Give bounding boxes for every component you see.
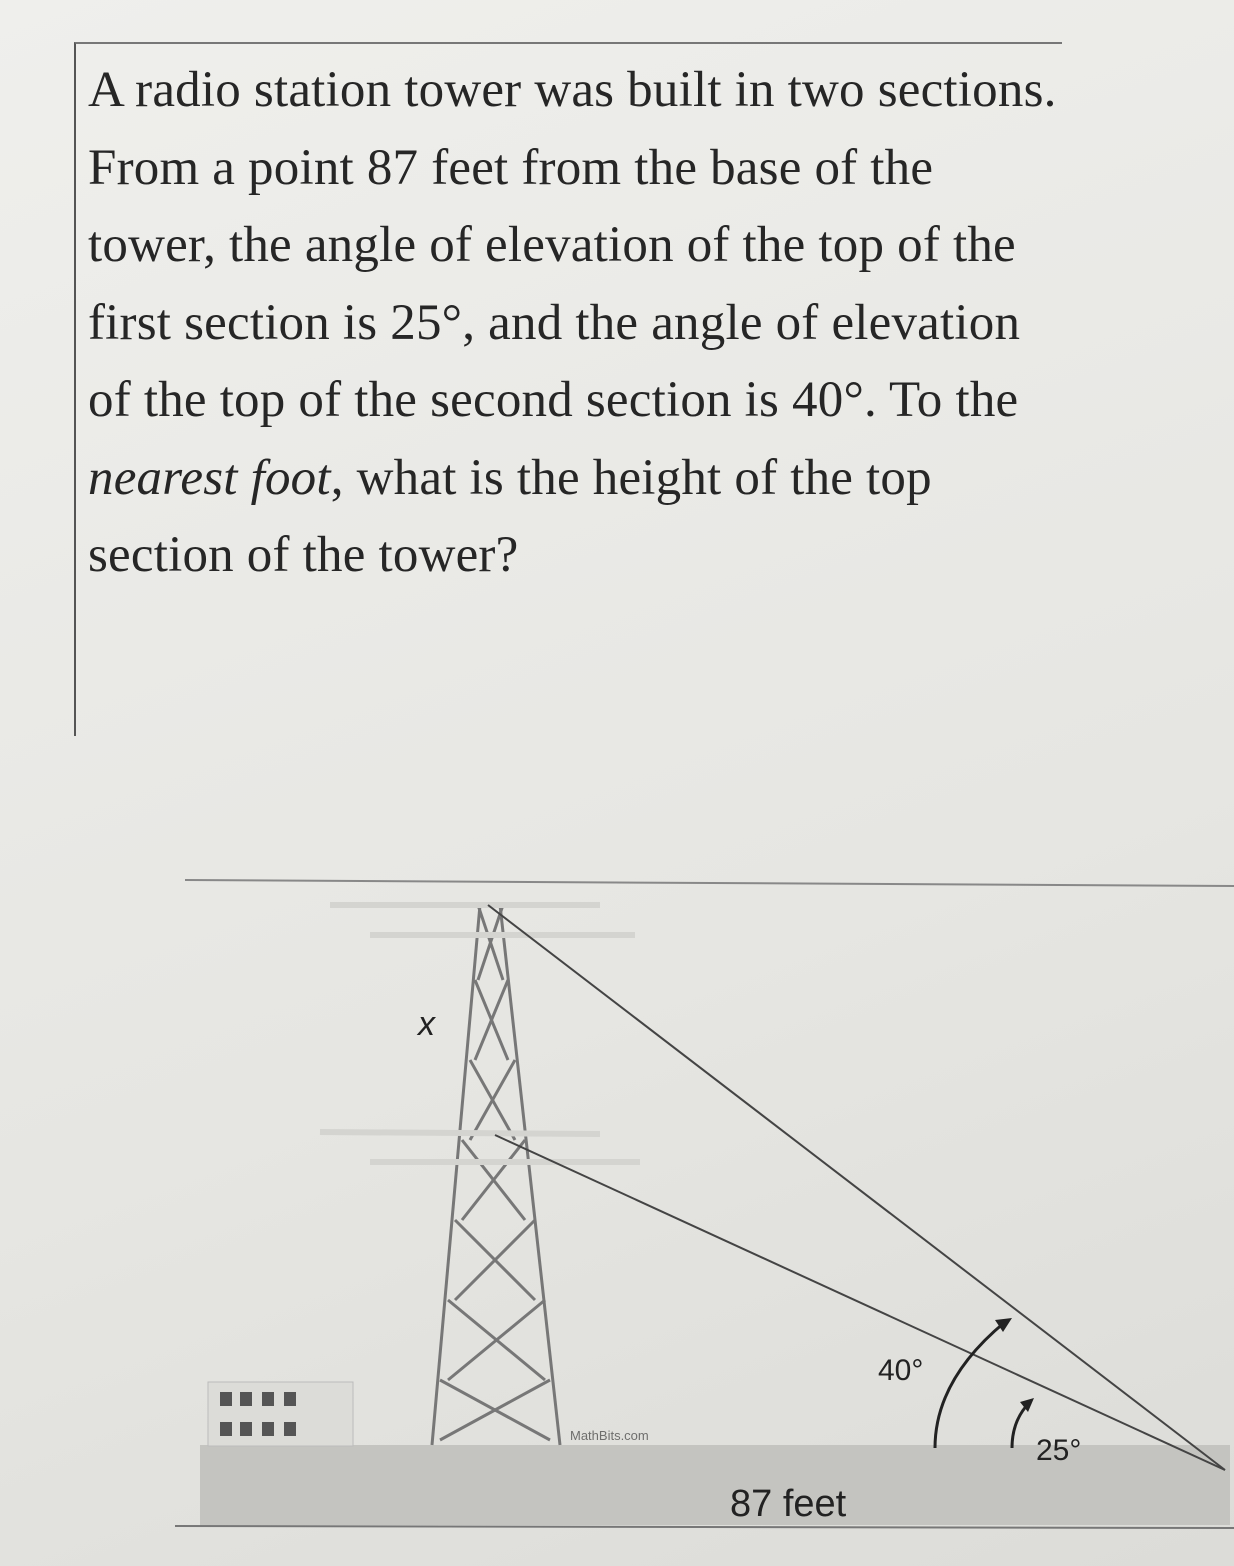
building <box>208 1382 353 1446</box>
ground-line <box>175 1526 1234 1528</box>
question-part2: , what is the height of the top section of the tower? <box>88 449 932 583</box>
label-angle-40: 40° <box>878 1354 924 1387</box>
diagram-top-border <box>185 880 1234 886</box>
label-distance: 87 feet <box>730 1483 847 1525</box>
watermark: MathBits.com <box>570 1428 649 1443</box>
question-part1: A radio station tower was built in two sections. From a point 87 feet from the base of the tower, the angle of elevation of the top of the first section is 25°, and the angle of elevation of the top of the second section is 40°. To the <box>88 62 1057 428</box>
label-x: x <box>418 1005 435 1043</box>
label-angle-25: 25° <box>1036 1434 1082 1467</box>
sight-line-top <box>488 905 1225 1470</box>
question-emphasis: nearest foot <box>88 449 331 506</box>
sight-line-section <box>495 1135 1225 1470</box>
tower <box>320 905 640 1445</box>
